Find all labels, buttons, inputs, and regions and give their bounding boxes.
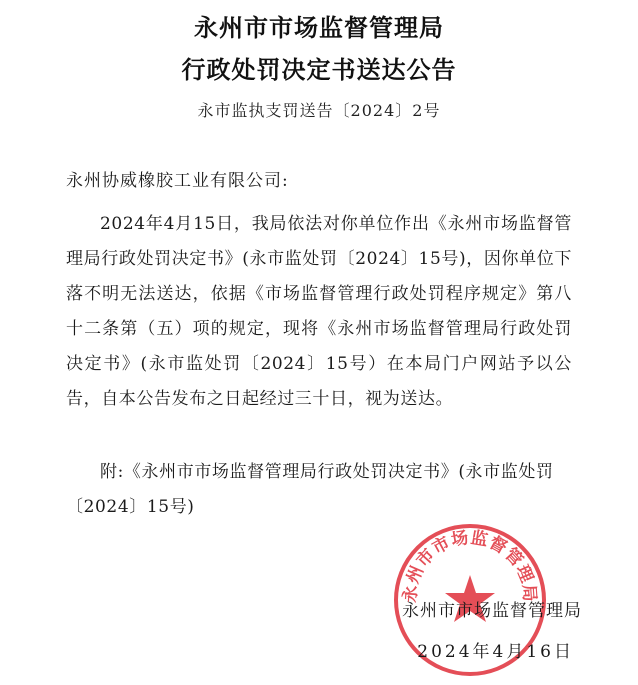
notice-body: 2024年4月15日，我局依法对你单位作出《永州市场监督管理局行政处罚决定书》(永市监处罚〔2024〕15号)，因你单位下落不明无法送达，依据《市场监督管理行政处罚程序规定》第八十二条第（五）项的规定，现将《永州市场监督管理局行政处罚决定书》(永市监处罚〔2024〕15号）在本局门户网站予以公告，自本公告发布之日起经过三十日，视为送达。: [66, 214, 572, 409]
document-number: 永市监执支罚送告〔2024〕2号: [197, 101, 441, 120]
issuing-authority: 永州市市场监督管理局: [402, 601, 582, 621]
seal-text: 永州市市场监督管理局: [400, 527, 540, 604]
addressee: 永州协威橡胶工业有限公司:: [66, 171, 289, 191]
issue-date: 2024年4月16日: [417, 642, 574, 662]
attachment-note: 附:《永州市市场监督管理局行政处罚决定书》(永市监处罚〔2024〕15号): [66, 462, 554, 517]
notice-title-line1: 永州市市场监督管理局: [194, 14, 444, 42]
notice-title-line2: 行政处罚决定书送达公告: [181, 56, 457, 84]
